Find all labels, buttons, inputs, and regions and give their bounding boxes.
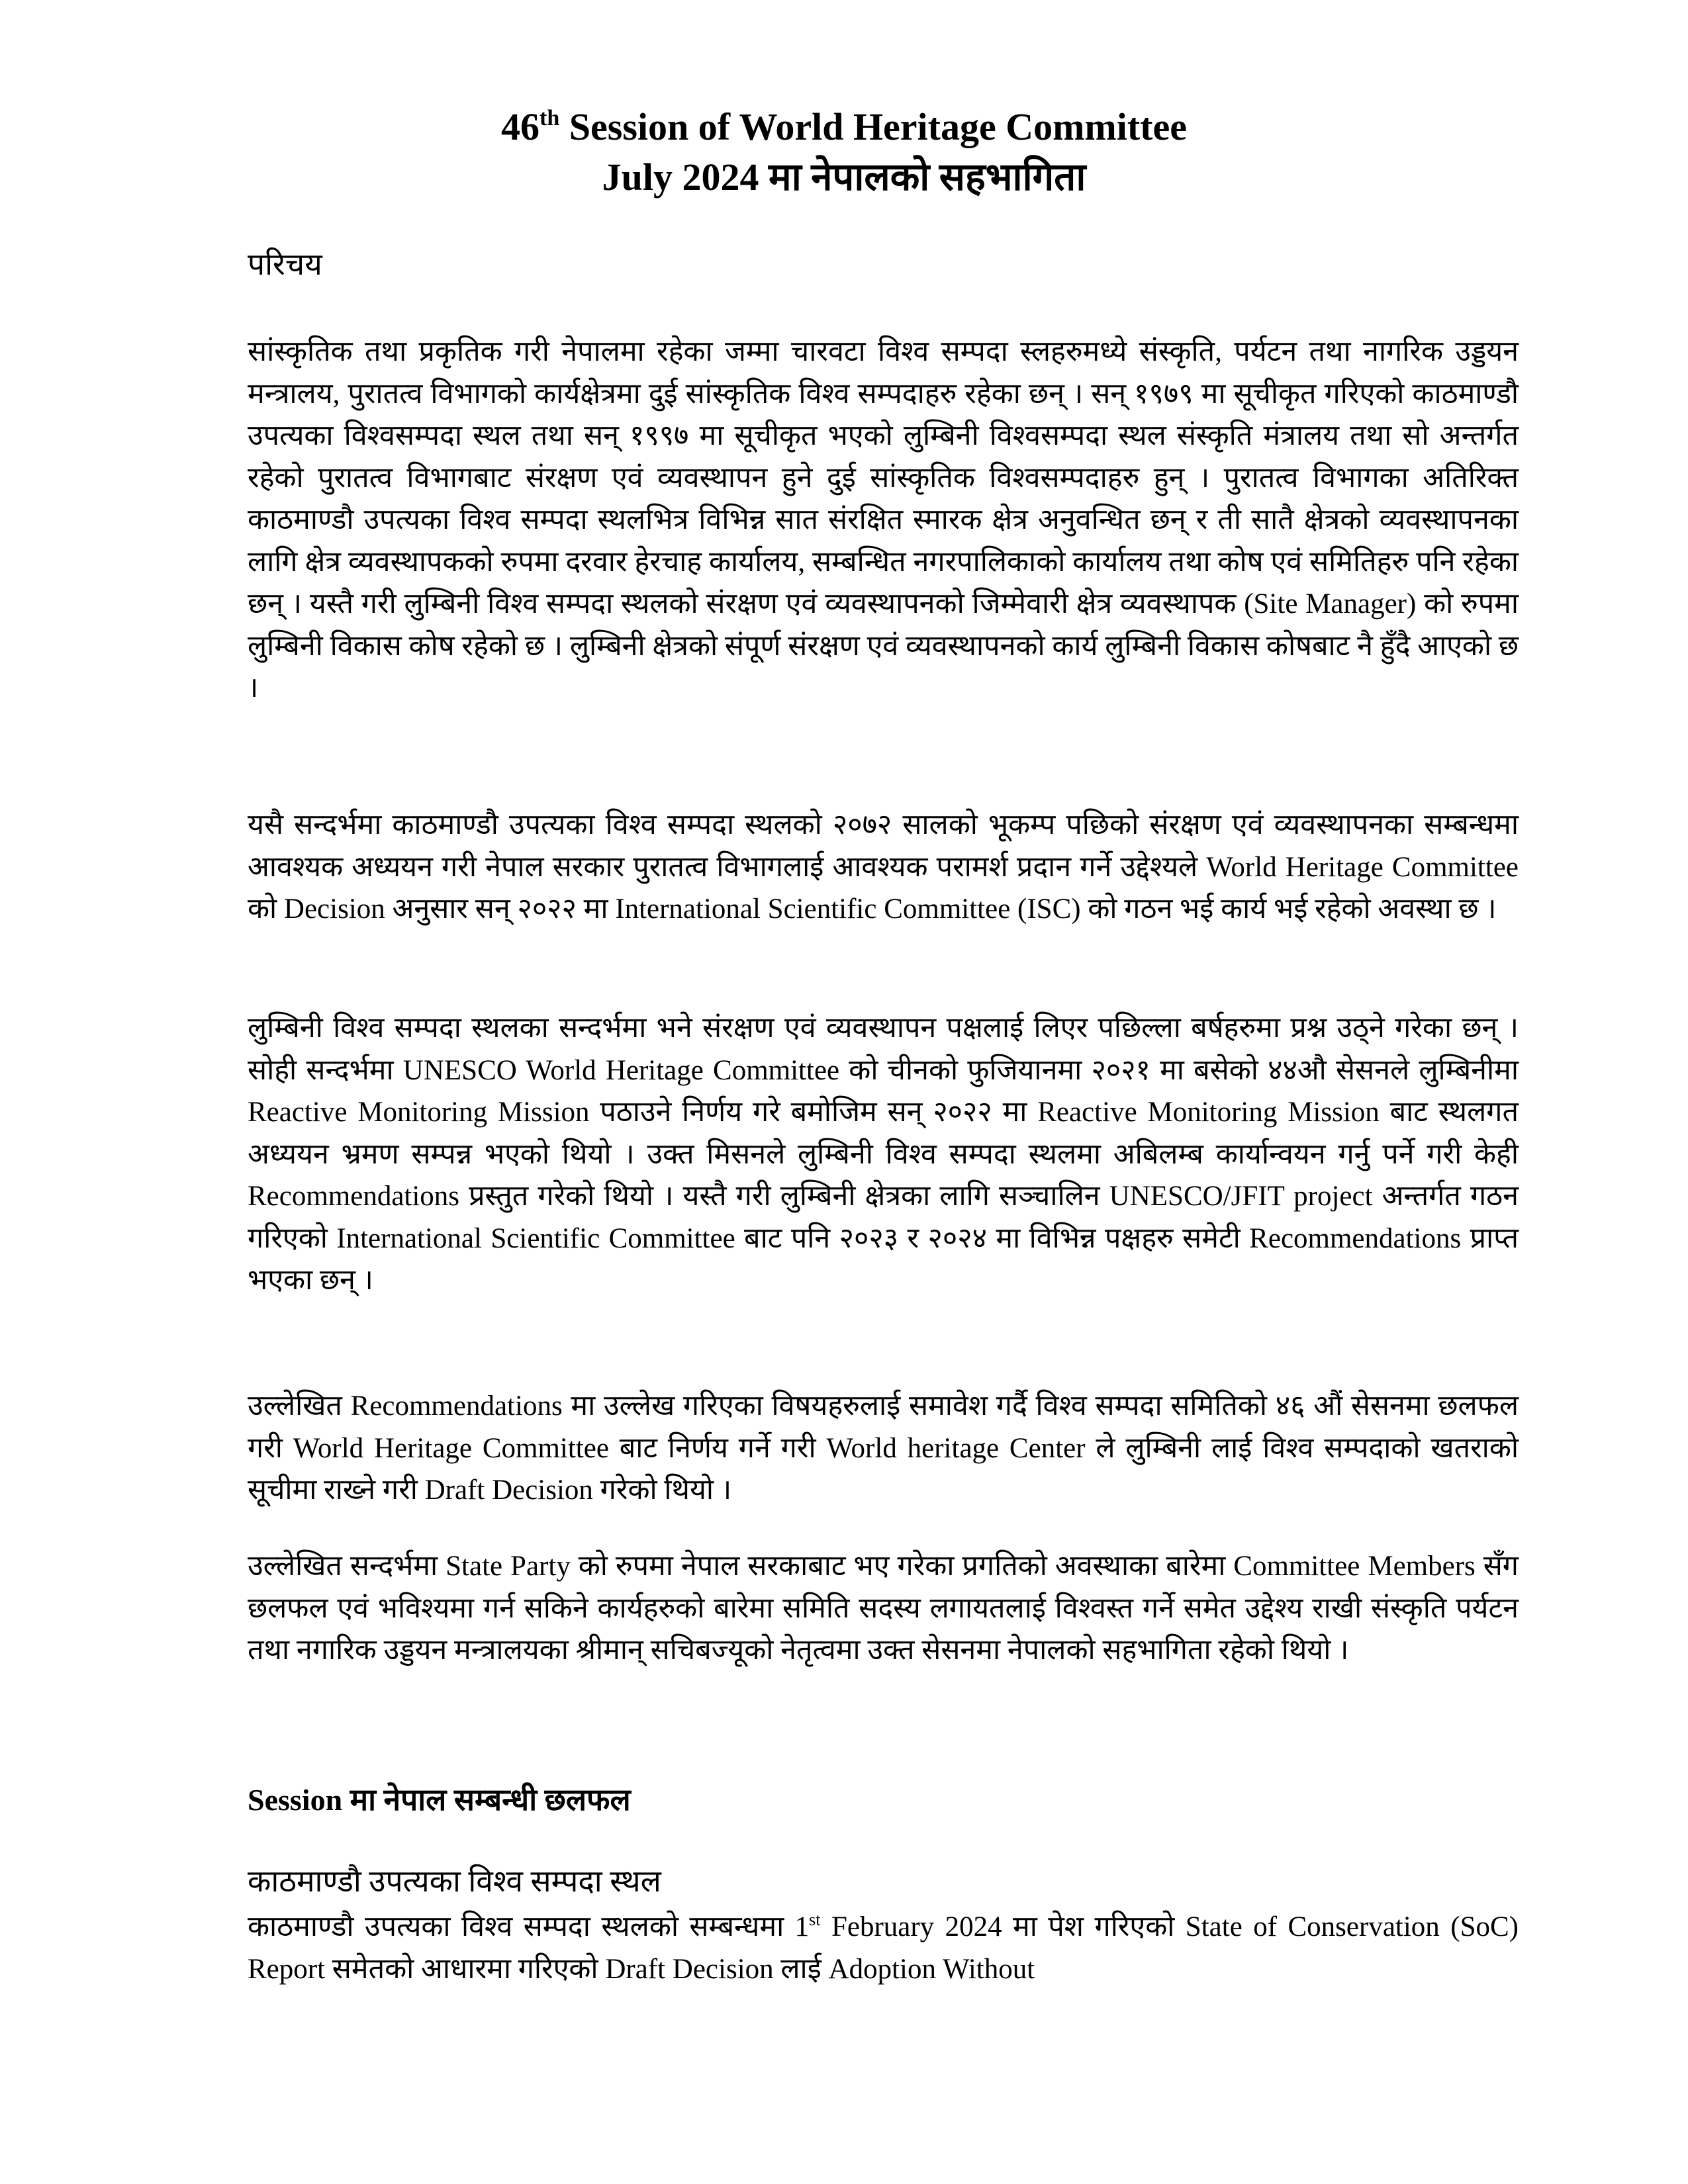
intro-heading: परिचय [248,248,322,281]
title-number: 46 [501,105,540,148]
paragraph-2: यसै सन्दर्भमा काठमाण्डौ उपत्यका विश्व सम्पदा स्थलको २०७२ सालको भूकम्प पछिको संरक्षण एवं व्यवस्थापनका सम्बन्धमा आवश्यक अध्ययन गरी नेपाल सरकार पुरातत्व विभागलाई आवश्यक परामर्श प्रदान गर्ने उद्देश्यले World Heritage Committee को Decision अनुसार सन् २०२२ मा International Scientific Committee (ISC) को गठन भई कार्य भई रहेको अवस्था छ । [248,809,1519,925]
title-ordinal-suffix: th [539,106,560,130]
document-title [0,106,1688,148]
paragraph-3: लुम्बिनी विश्व सम्पदा स्थलका सन्दर्भमा भने संरक्षण एवं व्यवस्थापन पक्षलाई लिएर पछिल्ला बर्षहरुमा प्रश्न उठ्ने गरेका छन् । सोही सन्दर्भमा UNESCO World Heritage Committee को चीनको फुजियानमा २०२१ मा बसेको ४४औ सेसनले लुम्बिनीमा Reactive Monitoring Mission पठाउने निर्णय गरे बमोजिम सन् २०२२ मा Reactive Monitoring Mission बाट स्थलगत अध्ययन भ्रमण सम्पन्न भएको थियो । उक्त मिसनले लुम्बिनी विश्व सम्पदा स्थलमा अबिलम्ब कार्यान्वयन गर्नु पर्ने गरी केही Recommendations प्रस्तुत गरेको थियो । यस्तै गरी लुम्बिनी क्षेत्रका लागि सञ्चालिन UNESCO/JFIT project अन्तर्गत गठन गरिएको International Scientific Committee बाट पनि २०२३ र २०२४ मा विभिन्न पक्षहरु समेटी Recommendations प्राप्त भएका छन् । [248,1013,1519,1296]
session-heading-block [248,1780,1519,1820]
paragraph-1-block [248,331,1519,709]
paragraph-4: उल्लेखित Recommendations मा उल्लेख गरिएका विषयहरुलाई समावेश गर्दै विश्व सम्पदा समितिको ४६ औं सेसनमा छलफल गरी World Heritage Committee बाट निर्णय गर्ने गरी World heritage Center ले लुम्बिनी लाई विश्व सम्पदाको खतराको सूचीमा राख्ने गरी Draft Decision गरेको थियो । [248,1390,1519,1506]
title-text: Session of World Heritage Committee [559,105,1187,148]
kathmandu-heading: काठमाण्डौ उपत्यका विश्व सम्पदा स्थल [248,1864,661,1898]
kathmandu-paragraph-block [248,1906,1519,1990]
kathmandu-paragraph [248,1906,1519,1990]
paragraph-5: उल्लेखित सन्दर्भमा State Party को रुपमा नेपाल सरकाबाट भए गरेका प्रगतिको अवस्थाका बारेमा Committee Members सँग छलफल एवं भविश्यमा गर्न सकिने कार्यहरुको बारेमा समिति सदस्य लगायतलाई विश्वस्त गर्ने समेत उद्देश्य राखी संस्कृति पर्यटन तथा नगारिक उड्डयन मन्त्रालयका श्रीमान् सचिबज्यूको नेतृत्वमा उक्त सेसनमा नेपालको सहभागिता रहेको थियो । [248,1551,1519,1666]
kathmandu-text-before: काठमाण्डौ उपत्यका विश्व सम्पदा स्थलको सम्बन्धमा 1 [248,1911,810,1942]
paragraph-5-block [248,1545,1519,1672]
kathmandu-text-after: February 2024 मा पेश गरिएको State of Conservation (SoC) Report समेतको आधारमा गरिएको Draft Decision लाई Adoption Without [248,1911,1519,1985]
paragraph-2-block [248,804,1519,931]
paragraph-4-block [248,1385,1519,1512]
paragraph-1: सांस्कृतिक तथा प्रकृतिक गरी नेपालमा रहेका जम्मा चारवटा विश्व सम्पदा स्लहरुमध्ये संस्कृति, पर्यटन तथा नागरिक उड्डयन मन्त्रालय, पुरातत्व विभागको कार्यक्षेत्रमा दुई सांस्कृतिक विश्व सम्पदाहरु रहेका छन् । सन् १९७९ मा सूचीकृत गरिएको काठमाण्डौ उपत्यका विश्वसम्पदा स्थल तथा सन् १९९७ मा सूचीकृत भएको लुम्बिनी विश्वसम्पदा स्थल संस्कृति मंत्रालय तथा सो अन्तर्गत रहेको पुरातत्व विभागबाट संरक्षण एवं व्यवस्थापन हुने दुई सांस्कृतिक विश्वसम्पदाहरु हुन् । पुरातत्व विभागका अतिरिक्त काठमाण्डौ उपत्यका विश्व सम्पदा स्थलभित्र विभिन्न सात संरक्षित स्मारक क्षेत्र अनुवन्धित छन् र ती सातै क्षेत्रको व्यवस्थापनका लागि क्षेत्र व्यवस्थापकको रुपमा दरवार हेरचाह कार्यालय, सम्बन्धित नगरपालिकाको कार्यालय तथा कोष एवं समितिहरु पनि रहेका छन् । यस्तै गरी लुम्बिनी विश्व सम्पदा स्थलको संरक्षण एवं व्यवस्थापनको जिम्मेवारी क्षेत्र व्यवस्थापक (Site Manager) को रुपमा लुम्बिनी विकास कोष रहेको छ । लुम्बिनी क्षेत्रको संपूर्ण संरक्षण एवं व्यवस्थापनको कार्य लुम्बिनी विकास कोषबाट नै हुँदै आएको छ । [248,336,1519,704]
kathmandu-ordinal-suffix: st [809,1910,821,1929]
session-heading: Session मा नेपाल सम्बन्धी छलफल [248,1783,631,1817]
kathmandu-heading-block [248,1862,1519,1901]
document-subtitle: July 2024 मा नेपालको सहभागिता [602,156,1086,199]
intro-heading-block [248,245,1519,285]
paragraph-3-block [248,1007,1519,1302]
